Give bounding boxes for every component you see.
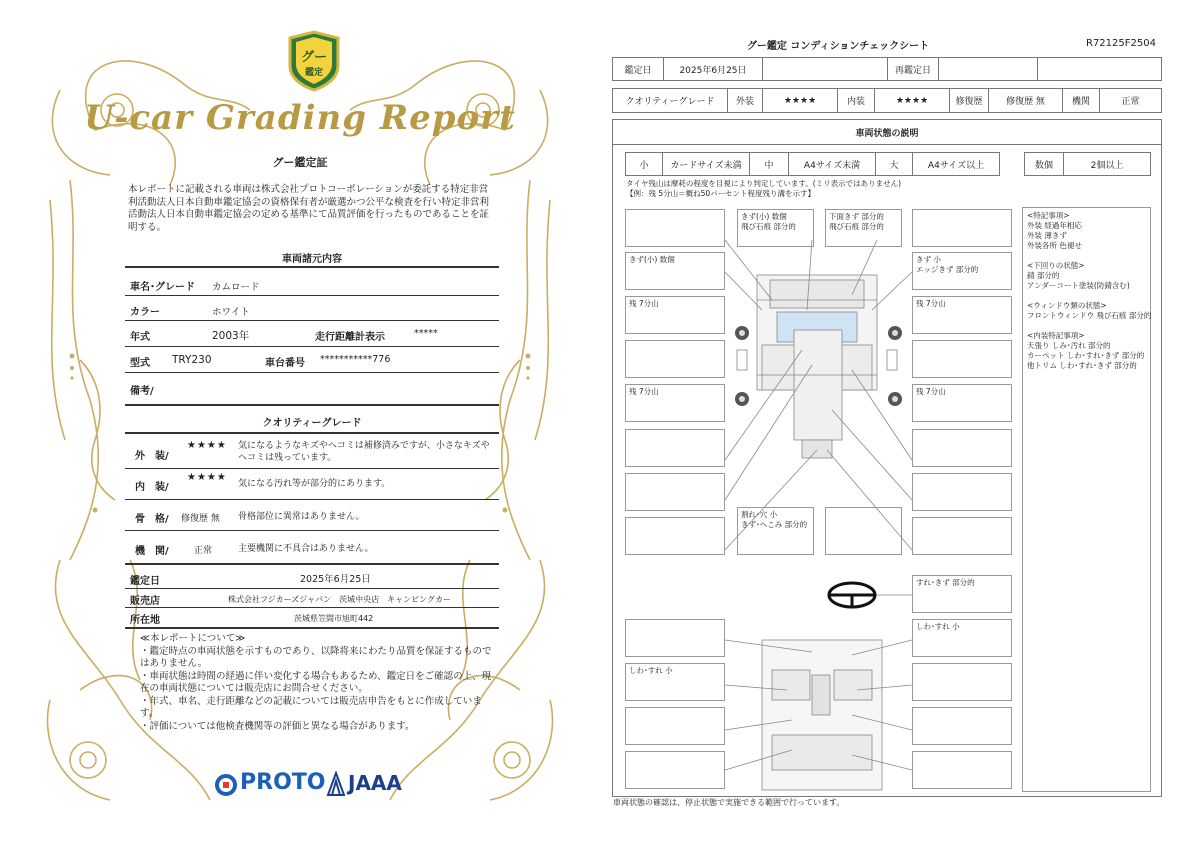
- tire-note: [626, 179, 901, 198]
- proto-logo-text: PROTO: [240, 770, 326, 795]
- size-medium-desc: A4サイズ未満: [788, 152, 876, 176]
- divider: [125, 404, 499, 406]
- goo-kantei-badge-icon: [284, 30, 344, 92]
- vehicle-state-title: 車両状態の説明: [612, 119, 1162, 145]
- interior-desc: 気になる汚れ等が部分的にあります。: [238, 479, 391, 489]
- condition-box: [625, 473, 725, 511]
- model-code-value: TRY230: [172, 354, 212, 366]
- address-value: 茨城県笠間市旭町442: [294, 614, 374, 623]
- year-value: 2003年: [212, 330, 250, 342]
- tire-example-line: 【例：残 5分山＝概ね50パーセント程度残り溝を示す】: [626, 188, 816, 198]
- condition-box: [625, 209, 725, 247]
- interior-label: 内 装/: [135, 482, 169, 493]
- engine-desc: 主要機関に不具合はありません。: [238, 544, 374, 554]
- condition-box: [825, 507, 902, 555]
- engine-label: 機 関/: [135, 546, 169, 557]
- appraisal-date-label: 鑑定日: [612, 57, 664, 81]
- count-desc: 2個以上: [1063, 152, 1151, 176]
- special-note-line: フロントウィンドウ 飛び石痕 部分的: [1027, 311, 1152, 320]
- repair-history-value: 修復歴 無: [988, 88, 1063, 113]
- year-label: 年式: [130, 332, 150, 343]
- special-note-line: 外装各所 色褪せ: [1027, 241, 1082, 250]
- tire-note-line: タイヤ残山は摩耗の程度を目視により判定しています。(ミリ表示ではありません): [626, 179, 902, 188]
- frame-rating: 修復歴 無: [181, 514, 220, 524]
- color-label: カラー: [130, 307, 160, 318]
- condition-box: きず(小) 数個 飛び石痕 部分的: [737, 209, 814, 247]
- appraisal-date-label: 鑑定日: [130, 576, 160, 587]
- sheet-title: グー鑑定 コンディションチェックシート: [746, 41, 930, 52]
- condition-box: [625, 619, 725, 657]
- spacer: [1027, 321, 1151, 331]
- car-name-value: カムロード: [212, 282, 260, 293]
- interior-label: 内装: [837, 88, 875, 113]
- condition-box: [912, 707, 1012, 745]
- special-note-line: 天張り しみ･汚れ 部分的: [1027, 341, 1111, 350]
- special-note-line: <内装特記事項>: [1027, 331, 1085, 340]
- condition-box: [625, 751, 725, 789]
- svg-text:鑑定: 鑑定: [304, 68, 324, 78]
- reappraisal-date-value: [938, 57, 1038, 81]
- chassis-number-label: 車台番号: [265, 358, 305, 369]
- sheet-id: R72125F2504: [1086, 38, 1156, 49]
- divider: [125, 346, 499, 347]
- exterior-label: 外 装/: [135, 451, 169, 462]
- special-note-line: 外装 薄きず: [1027, 231, 1067, 240]
- steering-wheel-icon: [829, 583, 875, 607]
- special-note-line: <下回りの状態>: [1027, 261, 1085, 270]
- condition-box: しわ･すれ 小: [912, 619, 1012, 657]
- spacer: [1027, 251, 1151, 261]
- jaaa-logo-text: JAAA: [348, 771, 402, 795]
- certificate-heading: グー鑑定証: [272, 156, 328, 169]
- note-item: ・年式、車名、走行距離などの記載については販売店申告をもとに作成しています。: [140, 695, 482, 719]
- note-item: ・鑑定時点の車両状態を示すものであり、以降将来にわたり品質を保証するものではありません。: [140, 645, 492, 669]
- divider: [125, 266, 499, 268]
- engine-label: 機関: [1062, 88, 1100, 113]
- empty-cell: [762, 57, 888, 81]
- engine-value: 正常: [1099, 88, 1162, 113]
- interior-rating: ★★★★: [187, 472, 227, 483]
- condition-box: [912, 340, 1012, 378]
- condition-box: [912, 663, 1012, 701]
- condition-box: 割れ･穴 小 きず･へこみ 部分的: [737, 507, 814, 555]
- sheet-footer-note: 車両状態の確認は、停止状態で実施できる範囲で行っています。: [613, 798, 845, 807]
- condition-box: きず(小) 数個: [625, 252, 725, 290]
- condition-box: [912, 517, 1012, 555]
- condition-box: 残 7分山: [912, 296, 1012, 334]
- divider: [125, 372, 499, 373]
- divider: [125, 432, 499, 434]
- condition-box: [912, 751, 1012, 789]
- size-large-desc: A4サイズ以上: [912, 152, 1000, 176]
- notes-title: ≪本レポートについて≫: [140, 633, 246, 644]
- special-note-line: <ウィンドウ類の状態>: [1027, 301, 1107, 310]
- condition-box: [625, 517, 725, 555]
- size-small-desc: カードサイズ未満: [662, 152, 750, 176]
- spacer: [1027, 291, 1151, 301]
- divider: [125, 530, 499, 531]
- appraisal-date-value: 2025年6月25日: [300, 574, 371, 585]
- count-label: 数個: [1024, 152, 1064, 176]
- special-note-line: 外装 経過年相応: [1027, 221, 1082, 230]
- divider: [125, 295, 499, 296]
- divider: [125, 468, 499, 469]
- dealer-value: 株式会社フジカーズジャパン 茨城中央店 キャンピングカー: [228, 595, 451, 604]
- report-notes: [140, 633, 500, 733]
- quality-section-title: クオリティーグレード: [262, 418, 362, 429]
- quality-grade-label: クオリティーグレード: [612, 88, 728, 113]
- special-note-line: カーペット しわ･すれ･きず 部分的: [1027, 351, 1145, 360]
- model-code-label: 型式: [130, 358, 150, 369]
- dealer-label: 販売店: [130, 596, 160, 607]
- frame-desc: 骨格部位に異常はありません。: [238, 512, 365, 522]
- condition-box: 下面きず 部分的 飛び石痕 部分的: [825, 209, 902, 247]
- repair-history-label: 修復歴: [949, 88, 989, 113]
- divider: [125, 627, 499, 629]
- report-script-title: U-car Grading Report: [84, 98, 516, 138]
- condition-box: [912, 429, 1012, 467]
- exterior-desc: 気になるようなキズやヘコミは補修済みですが、小さなキズやヘコミは残っています。: [238, 441, 490, 463]
- engine-rating: 正常: [194, 546, 213, 556]
- condition-box: 残 7分山: [912, 384, 1012, 422]
- frame-label: 骨 格/: [135, 514, 169, 525]
- condition-box: [625, 429, 725, 467]
- divider: [125, 588, 499, 589]
- color-value: ホワイト: [212, 307, 250, 318]
- address-label: 所在地: [130, 615, 160, 626]
- exterior-label: 外装: [727, 88, 763, 113]
- car-name-label: 車名･グレード: [130, 282, 195, 293]
- proto-logo-icon: [214, 773, 238, 797]
- spec-section-title: 車両諸元内容: [282, 254, 342, 265]
- size-medium-label: 中: [749, 152, 789, 176]
- divider: [125, 607, 499, 608]
- appraisal-date-value: 2025年6月25日: [663, 57, 763, 81]
- condition-box: [625, 340, 725, 378]
- special-notes: [1027, 211, 1151, 371]
- special-note-line: <特記事項>: [1027, 211, 1070, 220]
- chassis-number-value: ***********776: [320, 354, 391, 365]
- svg-text:グー: グー: [300, 50, 328, 65]
- divider: [125, 499, 499, 500]
- condition-box: きず 小 エッジきず 部分的: [912, 252, 1012, 290]
- size-large-label: 大: [875, 152, 913, 176]
- condition-box: しわ･すれ 小: [625, 663, 725, 701]
- exterior-rating: ★★★★: [187, 440, 227, 451]
- jaaa-logo-icon: [326, 771, 346, 797]
- condition-box: [912, 209, 1012, 247]
- special-note-line: アンダーコート塗装(防錆含む): [1027, 281, 1130, 290]
- size-small-label: 小: [625, 152, 663, 176]
- divider: [125, 563, 499, 565]
- condition-box: すれ･きず 部分的: [912, 575, 1012, 613]
- certificate-intro: 本レポートに記載される車両は株式会社プロトコーポレーションが委託する特定非営利活動法人日本自動車鑑定協会の資格保有者が厳選かつ公平な検査を行い特定非営利活動法人日本自動車鑑定協会の定める基準にて品質評価を行ったものであることを証明する。: [128, 184, 490, 233]
- mileage-value: *****: [414, 328, 438, 339]
- condition-box: 残 7分山: [625, 384, 725, 422]
- condition-box: [912, 473, 1012, 511]
- mileage-label: 走行距離計表示: [315, 332, 385, 343]
- empty-cell: [1037, 57, 1162, 81]
- special-note-line: 錆 部分的: [1027, 271, 1060, 280]
- note-item: ・車両状態は時間の経過に伴い変化する場合もあるため、鑑定日をご確認の上、現在の車両状態については販売店にお問合せください。: [140, 670, 492, 694]
- reappraisal-date-label: 再鑑定日: [887, 57, 939, 81]
- interior-rating: ★★★★: [874, 88, 950, 113]
- exterior-rating: ★★★★: [762, 88, 838, 113]
- condition-box: 残 7分山: [625, 296, 725, 334]
- special-note-line: 他トリム しわ･すれ･きず 部分的: [1027, 361, 1137, 370]
- remarks-label: 備考/: [130, 386, 154, 397]
- divider: [125, 320, 499, 321]
- condition-box: [625, 707, 725, 745]
- note-item: ・評価については他検査機関等の評価と異なる場合があります。: [140, 720, 415, 732]
